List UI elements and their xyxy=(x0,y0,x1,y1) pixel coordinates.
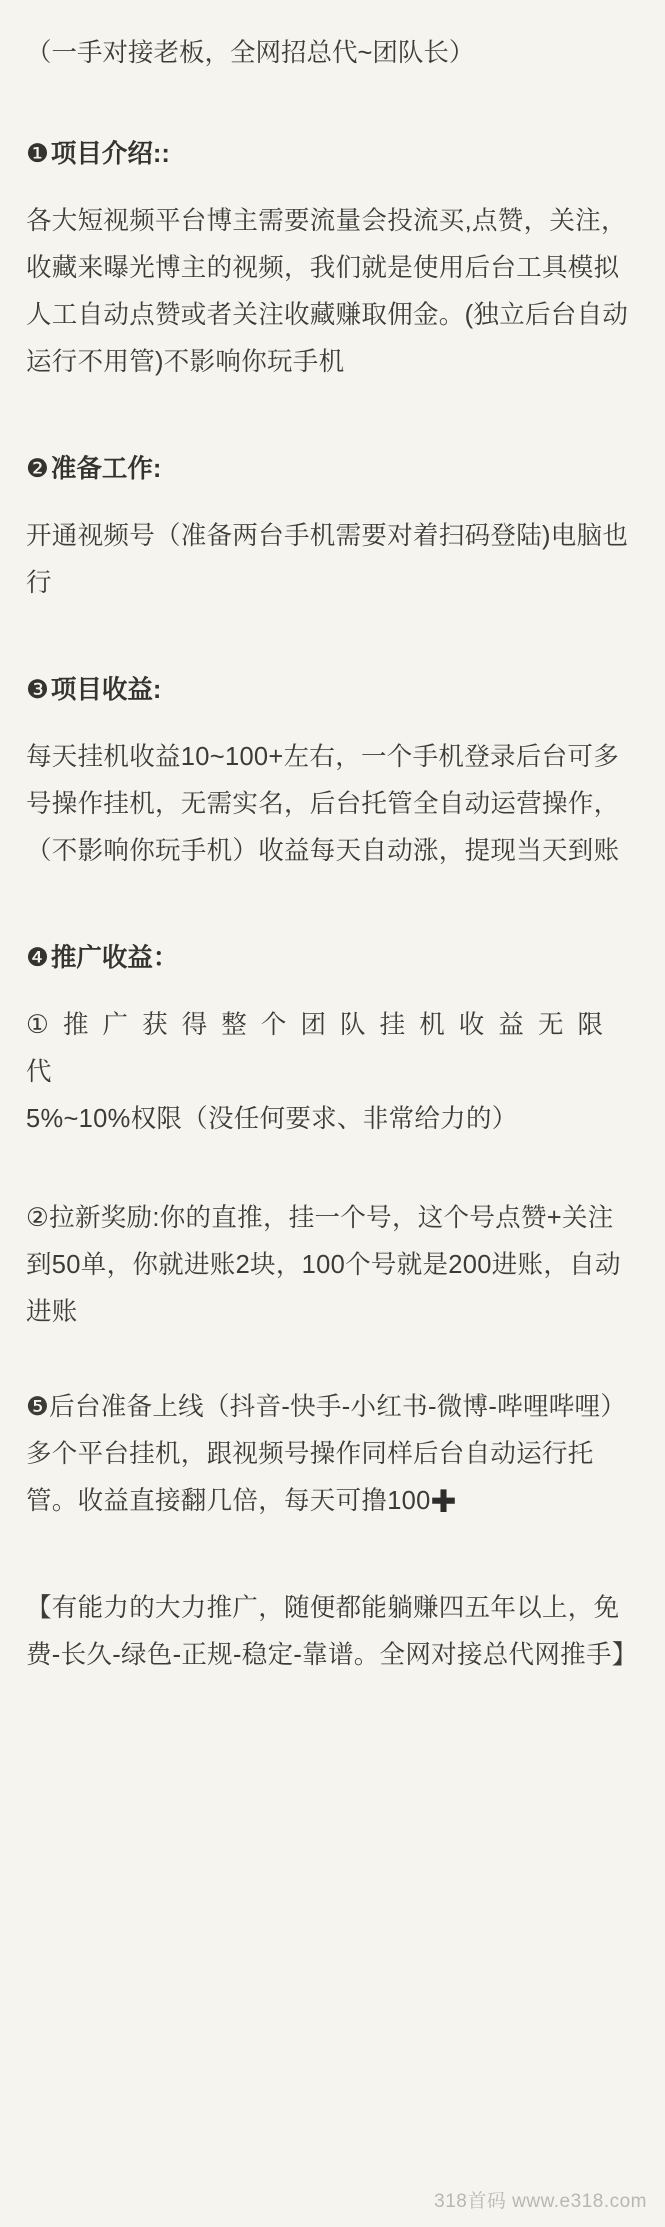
section-paragraph-4-2: ②拉新奖励:你的直推，挂一个号，这个号点赞+关注到50单，你就进账2块，100个号就是200进账，自动进账 xyxy=(26,1204,621,1326)
section-paragraph-5 xyxy=(26,1384,639,1525)
section-heading-4 xyxy=(26,935,639,982)
section-heading-1 xyxy=(26,131,639,178)
plus-icon: ✚ xyxy=(430,1484,457,1519)
section-title-3: 项目收益: xyxy=(50,676,162,704)
section-marker-5: ❺ xyxy=(26,1393,50,1421)
spacer xyxy=(26,641,639,667)
promo-line-2: 5%~10%权限（没任何要求、非常给力的） xyxy=(26,1105,518,1133)
watermark-url: www.e318.com xyxy=(512,2191,647,2212)
section-title-1: 项目介绍:: xyxy=(50,140,170,168)
spacer xyxy=(26,420,639,446)
section-marker-3: ❸ xyxy=(26,676,49,704)
watermark-brand: 318首码 xyxy=(434,2191,507,2212)
section-title-4: 推广收益： xyxy=(50,944,179,972)
spacer xyxy=(26,909,639,935)
section-paragraph-2-1: 开通视频号（准备两台手机需要对着扫码登陆)电脑也行 xyxy=(26,522,629,597)
spacer xyxy=(26,1559,639,1585)
section-heading-3 xyxy=(26,667,639,714)
section-marker-4: ❹ xyxy=(26,944,49,972)
footer-paragraph: 【有能力的大力推广，随便都能躺赚四五年以上，免费-长久-绿色-正规-稳定-靠谱。全网对接总代网推手】 xyxy=(26,1594,638,1669)
watermark xyxy=(434,2186,647,2213)
section-marker-1: ❶ xyxy=(26,140,49,168)
promo-line-1: ① 推 广 获 得 整 个 团 队 挂 机 收 益 无 限 代 xyxy=(26,1011,607,1086)
intro-line: （一手对接老板，全网招总代~团队长） xyxy=(26,39,475,67)
spacer xyxy=(26,1169,639,1195)
spacer xyxy=(26,1370,639,1384)
section-paragraph-4-1 xyxy=(26,1002,639,1143)
section-marker-2: ❷ xyxy=(26,455,49,483)
section-paragraph-1-1: 各大短视频平台博主需要流量会投流买,点赞，关注，收藏来曝光博主的视频，我们就是使用后台工具模拟人工自动点赞或者关注收藏赚取佣金。(独立后台自动运行不用管)不影响你玩手机 xyxy=(26,207,629,376)
section-title-2: 准备工作: xyxy=(50,455,162,483)
section-text-5: 后台准备上线（抖音-快手-小红书-微博-哔哩哔哩）多个平台挂机，跟视频号操作同样后台自动运行托管。收益直接翻几倍，每天可撸100 xyxy=(26,1393,627,1515)
section-heading-2 xyxy=(26,446,639,493)
section-paragraph-3-1: 每天挂机收益10~100+左右，一个手机登录后台可多号操作挂机，无需实名，后台托管全自动运营操作，（不影响你玩手机）收益每天自动涨，提现当天到账 xyxy=(26,743,620,865)
